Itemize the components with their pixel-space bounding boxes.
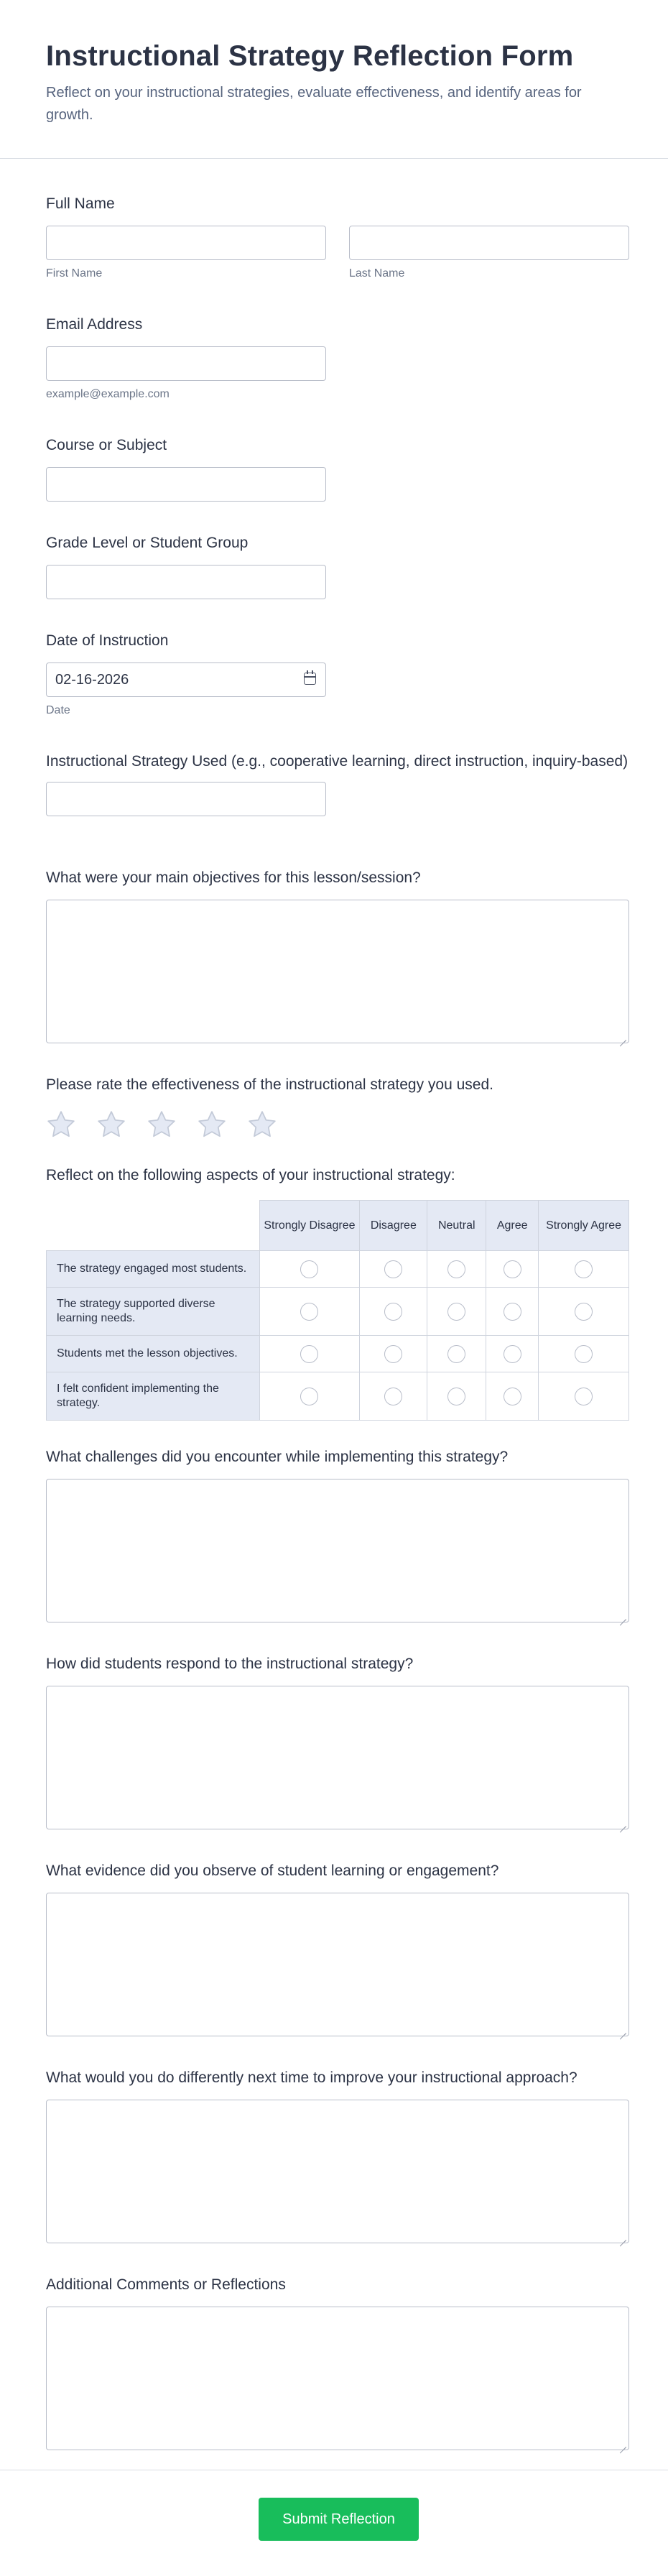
improve-field [46, 2068, 629, 2243]
strategy-label: Instructional Strategy Used (e.g., cooperative learning, direct instruction, inquiry-based) [46, 753, 628, 770]
comments-field [46, 2275, 629, 2450]
form-title: Instructional Strategy Reflection Form [46, 40, 574, 72]
first-name-input[interactable] [46, 226, 326, 260]
resize-handle-icon[interactable] [619, 2440, 626, 2447]
matrix-row [47, 1336, 629, 1372]
evidence-label: What evidence did you observe of student learning or engagement? [46, 1862, 499, 1879]
radio-disagree[interactable] [384, 1303, 402, 1321]
grade-label: Grade Level or Student Group [46, 535, 249, 551]
radio-disagree[interactable] [384, 1388, 402, 1405]
improve-label: What would you do differently next time to improve your instructional approach? [46, 2069, 577, 2086]
matrix-row-label: The strategy supported diverse learning needs. [47, 1288, 260, 1336]
radio-strongly-disagree[interactable] [300, 1345, 318, 1363]
star-icon[interactable] [96, 1109, 126, 1140]
date-sublabel: Date [46, 704, 70, 716]
matrix-row-label: Students met the lesson objectives. [47, 1336, 260, 1372]
resize-handle-icon[interactable] [619, 2233, 626, 2240]
submit-button[interactable]: Submit Reflection [259, 2498, 419, 2541]
radio-agree[interactable] [504, 1260, 521, 1278]
form-description: Reflect on your instructional strategies, evaluate effectiveness, and identify areas for growth. [46, 85, 582, 123]
rating-label: Please rate the effectiveness of the instructional strategy you used. [46, 1076, 493, 1093]
radio-strongly-agree[interactable] [575, 1345, 593, 1363]
challenges-textarea[interactable] [46, 1479, 629, 1622]
email-label: Email Address [46, 316, 143, 333]
matrix-row-label: I felt confident implementing the strategy. [47, 1372, 260, 1421]
form-header [0, 0, 668, 159]
last-name-sublabel: Last Name [349, 267, 405, 280]
objectives-field [46, 868, 629, 1043]
radio-agree[interactable] [504, 1345, 521, 1363]
objectives-label: What were your main objectives for this lesson/session? [46, 869, 421, 886]
matrix-col-neutral: Neutral [427, 1201, 486, 1251]
resize-handle-icon[interactable] [619, 1033, 626, 1040]
matrix-corner [47, 1201, 260, 1251]
course-input[interactable] [46, 467, 326, 502]
radio-neutral[interactable] [447, 1388, 465, 1405]
star-icon[interactable] [197, 1109, 227, 1140]
form-footer [0, 2470, 668, 2576]
response-label: How did students respond to the instructional strategy? [46, 1656, 414, 1672]
radio-agree[interactable] [504, 1388, 521, 1405]
objectives-textarea[interactable] [46, 900, 629, 1043]
evidence-textarea[interactable] [46, 1893, 629, 2036]
improve-textarea[interactable] [46, 2100, 629, 2243]
challenges-field [46, 1447, 629, 1622]
radio-strongly-disagree[interactable] [300, 1303, 318, 1321]
matrix-field [46, 1165, 629, 1421]
comments-label: Additional Comments or Reflections [46, 2276, 286, 2293]
first-name-sublabel: First Name [46, 267, 103, 280]
matrix-col-strongly-agree: Strongly Agree [539, 1201, 629, 1251]
calendar-icon[interactable] [304, 673, 316, 685]
matrix-col-agree: Agree [486, 1201, 539, 1251]
resize-handle-icon[interactable] [619, 1612, 626, 1620]
email-sublabel: example@example.com [46, 388, 170, 400]
matrix-col-disagree: Disagree [360, 1201, 427, 1251]
date-input[interactable]: 02-16-2026 [46, 663, 326, 697]
resize-handle-icon[interactable] [619, 2026, 626, 2033]
email-input[interactable] [46, 346, 326, 381]
response-textarea[interactable] [46, 1686, 629, 1829]
radio-strongly-disagree[interactable] [300, 1260, 318, 1278]
star-icon[interactable] [247, 1109, 277, 1140]
matrix-col-strongly-disagree: Strongly Disagree [259, 1201, 360, 1251]
matrix-row [47, 1288, 629, 1336]
radio-agree[interactable] [504, 1303, 521, 1321]
radio-neutral[interactable] [447, 1260, 465, 1278]
matrix-row-label: The strategy engaged most students. [47, 1251, 260, 1288]
radio-neutral[interactable] [447, 1345, 465, 1363]
grade-input[interactable] [46, 565, 326, 599]
star-icon[interactable] [147, 1109, 177, 1140]
response-field [46, 1654, 629, 1829]
full-name-label: Full Name [46, 195, 115, 212]
grade-field [46, 533, 629, 599]
full-name-field [46, 194, 629, 280]
radio-strongly-disagree[interactable] [300, 1388, 318, 1405]
email-field [46, 315, 629, 401]
star-icon[interactable] [46, 1109, 76, 1140]
radio-disagree[interactable] [384, 1260, 402, 1278]
radio-strongly-agree[interactable] [575, 1303, 593, 1321]
resize-handle-icon[interactable] [619, 1819, 626, 1827]
radio-neutral[interactable] [447, 1303, 465, 1321]
matrix-row [47, 1372, 629, 1421]
evidence-field [46, 1861, 629, 2036]
rating-field [46, 1075, 629, 1140]
radio-strongly-agree[interactable] [575, 1388, 593, 1405]
course-label: Course or Subject [46, 437, 167, 453]
comments-textarea[interactable] [46, 2307, 629, 2450]
date-field [46, 631, 629, 717]
last-name-input[interactable] [349, 226, 629, 260]
course-field [46, 435, 629, 502]
matrix-row [47, 1251, 629, 1288]
matrix-label: Reflect on the following aspects of your instructional strategy: [46, 1167, 455, 1183]
radio-strongly-agree[interactable] [575, 1260, 593, 1278]
strategy-field [46, 752, 629, 816]
matrix-table [46, 1200, 629, 1421]
date-label: Date of Instruction [46, 632, 169, 649]
star-rating [46, 1109, 629, 1140]
challenges-label: What challenges did you encounter while implementing this strategy? [46, 1449, 509, 1465]
radio-disagree[interactable] [384, 1345, 402, 1363]
strategy-input[interactable] [46, 782, 326, 816]
